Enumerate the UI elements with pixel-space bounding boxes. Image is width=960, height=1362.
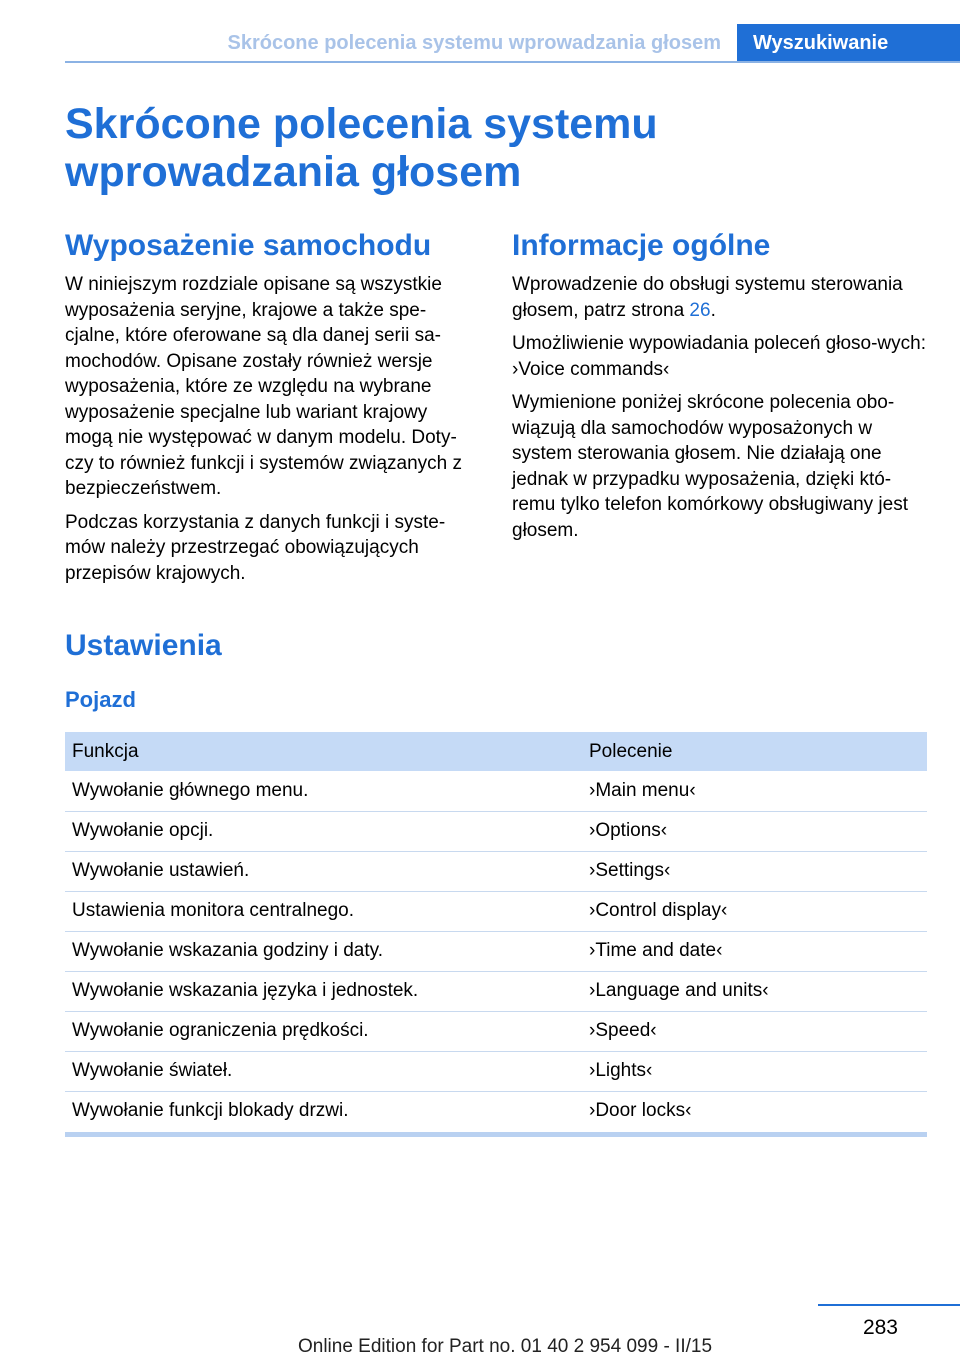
general-section — [512, 228, 927, 551]
general-paragraph-end: . — [710, 299, 716, 321]
table-row — [65, 851, 927, 891]
header-tab-search[interactable]: Wyszukiwanie — [737, 24, 960, 62]
page-link[interactable]: 26 — [689, 299, 711, 321]
table-row — [65, 1011, 927, 1051]
header-topic: Skrócone polecenia systemu wprowadzania głosem — [227, 31, 721, 54]
function-cell: Wywołanie wskazania języka i jednostek. — [65, 971, 582, 1011]
page-number: 283 — [862, 1316, 898, 1339]
command-cell: ›Speed‹ — [582, 1011, 927, 1051]
table-header-row — [65, 732, 927, 771]
function-cell: Ustawienia monitora centralnego. — [65, 891, 582, 931]
equipment-paragraph: Podczas korzystania z danych funkcji i syste‐mów należy przestrzegać obowiązujących przepisów krajowych. — [65, 511, 446, 584]
equipment-heading: Wyposażenie samochodu — [65, 229, 432, 262]
command-cell: ›Time and date‹ — [582, 931, 927, 971]
command-cell: ›Settings‹ — [582, 851, 927, 891]
page-title: Skrócone polecenia systemu wprowadzania głosem — [65, 100, 658, 196]
table-row — [65, 891, 927, 931]
table-row — [65, 811, 927, 851]
command-cell: ›Options‹ — [582, 811, 927, 851]
vehicle-subheading: Pojazd — [65, 687, 136, 712]
general-paragraph: Wymienione poniżej skrócone polecenia obo‐wiązują dla samochodów wyposażonych w system sterowania głosem. Nie działają one jednak w przypadku wyposażenia, dzięki któ‐remu tylko telefon komórkowy obsługiwany jest głosem. — [512, 392, 909, 541]
function-cell: Wywołanie ograniczenia prędkości. — [65, 1011, 582, 1051]
command-cell: ›Door locks‹ — [589, 1100, 692, 1122]
function-cell: Wywołanie funkcji blokady drzwi. — [72, 1100, 349, 1122]
edition-footer: Online Edition for Part no. 01 40 2 954 099 - II/15 — [297, 1336, 713, 1357]
column-header-command: Polecenie — [582, 732, 927, 771]
function-cell: Wywołanie ustawień. — [65, 851, 582, 891]
function-cell: Wywołanie świateł. — [65, 1051, 582, 1091]
table-row — [65, 971, 927, 1011]
table-bottom-rule — [65, 1132, 927, 1137]
general-paragraph — [512, 272, 927, 323]
settings-heading: Ustawienia — [65, 629, 222, 662]
command-cell: ›Language and units‹ — [582, 971, 927, 1011]
header-divider — [65, 61, 960, 63]
table-row — [65, 1051, 927, 1091]
general-paragraph: Umożliwienie wypowiadania poleceń głoso‐wych: ›Voice commands‹ — [512, 333, 926, 380]
function-cell: Wywołanie opcji. — [65, 811, 582, 851]
running-header — [65, 24, 960, 62]
table-row — [65, 1091, 927, 1131]
equipment-section — [65, 228, 480, 594]
function-cell: Wywołanie głównego menu. — [65, 771, 582, 811]
command-cell: ›Main menu‹ — [582, 771, 927, 811]
function-cell: Wywołanie wskazania godziny i daty. — [65, 931, 582, 971]
table-row — [65, 931, 927, 971]
command-cell: ›Control display‹ — [582, 891, 927, 931]
commands-table — [65, 732, 927, 1131]
general-paragraph-text: Wprowadzenie do obsługi systemu sterowania głosem, patrz strona — [512, 274, 903, 321]
column-header-function: Funkcja — [65, 732, 582, 771]
footer-divider — [818, 1304, 960, 1306]
general-heading: Informacje ogólne — [512, 229, 771, 262]
table-row — [65, 771, 927, 811]
equipment-paragraph: W niniejszym rozdziale opisane są wszystkie wyposażenia seryjne, krajowe a także spe‐cjalne, które oferowane są dla danej serii sa‐mochodów. Opisane zostały również wersje wyposażenia, które ze względu na wybrane wyposażenie specjalne lub wariant krajowy mogą nie występować w danym modelu. Doty‐czy to również funkcji i systemów związanych z bezpieczeństwem. — [65, 274, 463, 499]
command-cell: ›Lights‹ — [582, 1051, 927, 1091]
